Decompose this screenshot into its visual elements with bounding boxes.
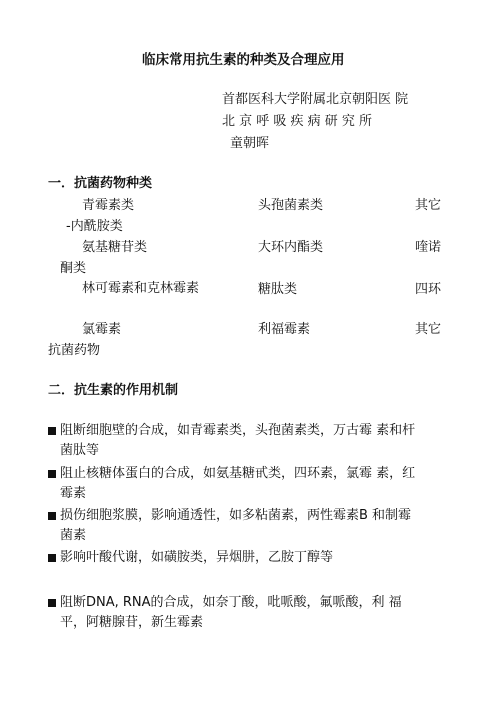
bullet-square-icon — [48, 554, 56, 562]
section1-heading: 一．抗菌药物种类 — [48, 176, 153, 191]
drug-class-chloramphenicol: 氯霉素 — [82, 322, 122, 337]
mechanism-item: 阻断细胞壁的合成，如青霉素类，头孢菌素类，万古霉 素和杆 — [48, 422, 415, 440]
drug-class-quinolones: 喹诺 — [415, 240, 442, 255]
drug-class-quinolones-wrap: 酮类 — [60, 261, 87, 276]
drug-class-other-antibacterials-wrap: 抗菌药物 — [48, 343, 101, 358]
mechanism-item-continued: 霉素 — [60, 486, 87, 501]
drug-class-other-antibacterials: 其它 — [415, 322, 442, 337]
mechanism-item-continued: 平，阿糖腺苷，新生霉素 — [60, 615, 204, 630]
drug-class-lincomycin: 林可霉素和克林霉素 — [82, 281, 200, 296]
mechanism-item: 影响叶酸代谢，如磺胺类，异烟肼，乙胺丁醇等 — [48, 549, 333, 567]
author-affiliation-institute: 北 京 呼 吸 疾 病 研 究 所 — [222, 114, 373, 129]
drug-class-cephalosporins: 头孢菌素类 — [258, 198, 324, 213]
drug-class-rifamycins: 利福霉素 — [258, 322, 311, 337]
drug-class-tetracyclines: 四环 — [415, 282, 442, 297]
drug-class-glycopeptides: 糖肽类 — [258, 282, 298, 297]
bullet-square-icon — [48, 512, 56, 520]
author-name: 童朝晖 — [230, 136, 270, 151]
mechanism-item-continued: 菌素 — [60, 528, 87, 543]
drug-class-other-beta-wrap: -内酰胺类 — [66, 219, 123, 234]
mechanism-item-continued: 菌肽等 — [60, 443, 100, 458]
bullet-square-icon — [48, 427, 56, 435]
drug-class-macrolides: 大环内酯类 — [258, 240, 324, 255]
author-affiliation-hospital: 首都医科大学附属北京朝阳医 院 — [222, 92, 409, 107]
mechanism-item: 阻断DNA, RNA的合成，如奈丁酸，吡哌酸，氟哌酸，利 福 — [48, 594, 402, 612]
document-title: 临床常用抗生素的种类及合理应用 — [142, 52, 345, 68]
drug-class-aminoglycosides: 氨基糖苷类 — [82, 240, 148, 255]
bullet-square-icon — [48, 599, 56, 607]
mechanism-item: 损伤细胞浆膜，影响通透性，如多粘菌素，两性霉素B 和制霉 — [48, 507, 411, 525]
bullet-square-icon — [48, 470, 56, 478]
section2-heading: 二．抗生素的作用机制 — [48, 383, 179, 398]
mechanism-item: 阻止核糖体蛋白的合成，如氨基糖甙类，四环素，氯霉 素，红 — [48, 465, 415, 483]
drug-class-other-beta: 其它 — [415, 198, 442, 213]
drug-class-penicillins: 青霉素类 — [82, 198, 135, 213]
